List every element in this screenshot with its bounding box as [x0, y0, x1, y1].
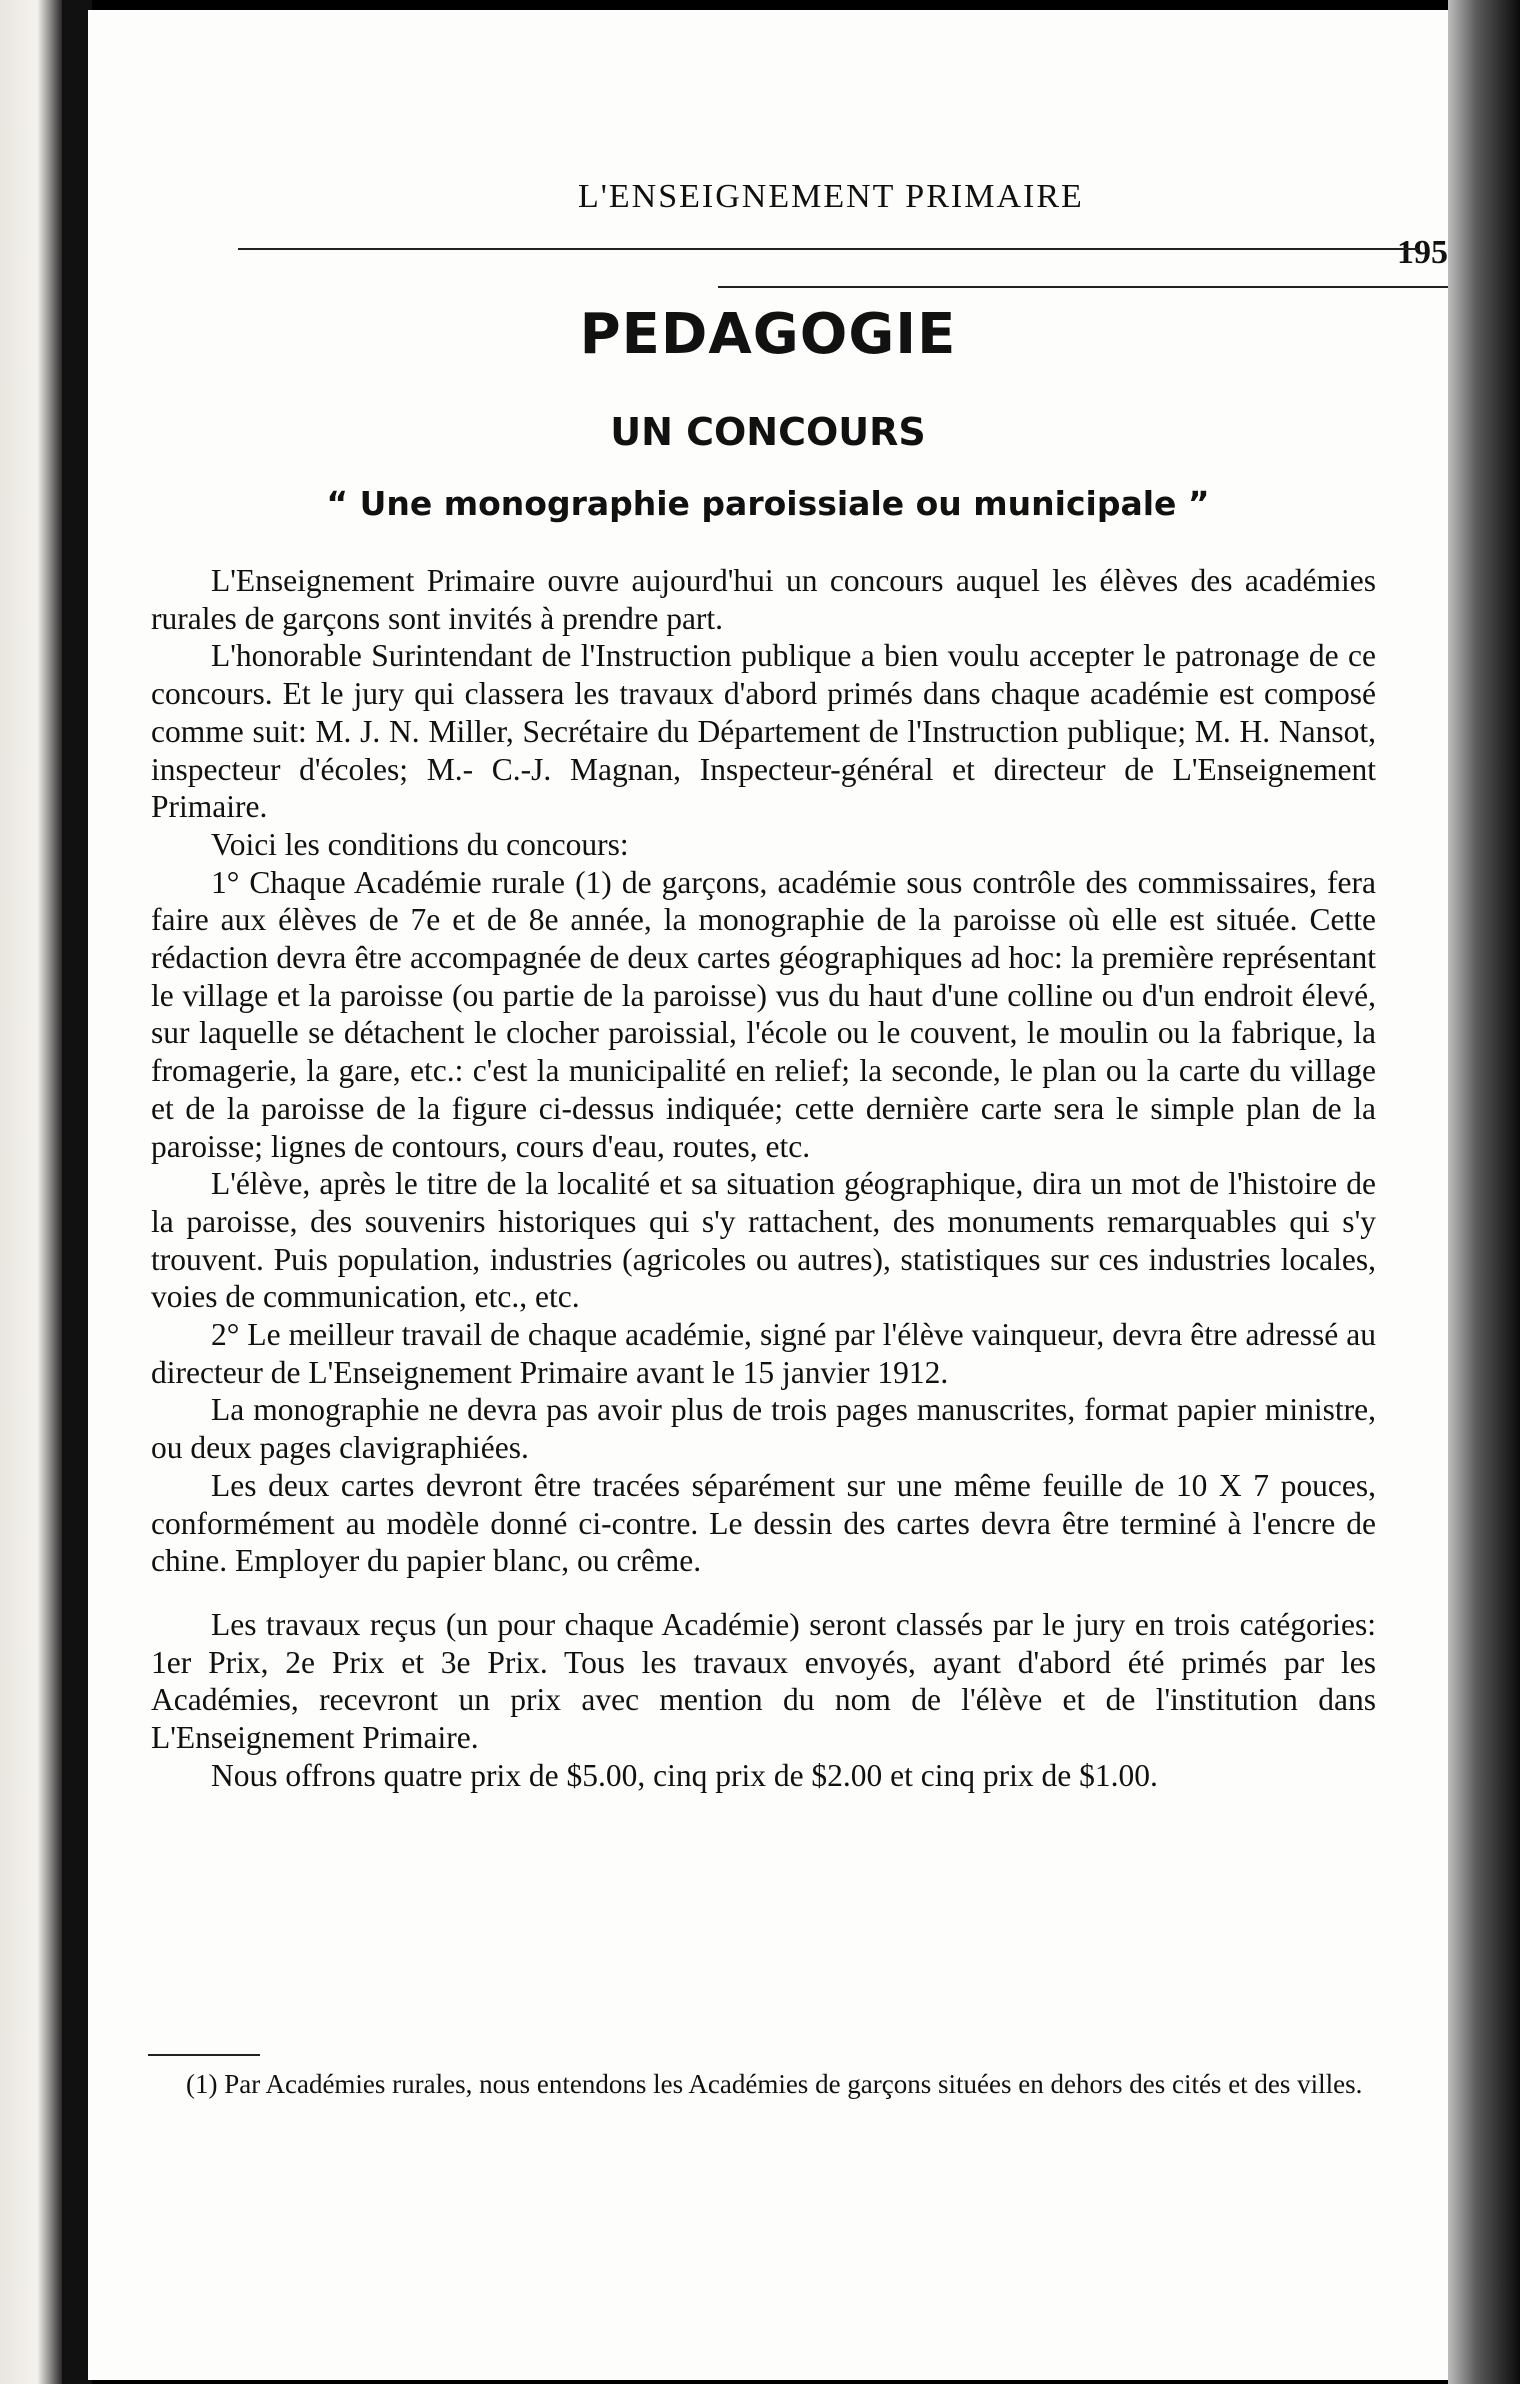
running-head: L'ENSEIGNEMENT PRIMAIRE: [578, 178, 1084, 215]
article-subtitle: “ Une monographie paroissiale ou municipale ”: [326, 484, 1210, 523]
header-rule-secondary: [718, 286, 1448, 288]
header-rule: [238, 248, 1418, 250]
page-number: 195: [1397, 234, 1448, 271]
paragraph: Les deux cartes devront être tracées séparément sur une même feuille de 10 X 7 pouces, conformément au modèle donné ci-contre. Le dessin des cartes devra être terminé à l'encre de chine. Employer du papier blanc, ou crême.: [151, 1467, 1376, 1579]
paragraph: Nous offrons quatre prix de $5.00, cinq prix de $2.00 et cinq prix de $1.00.: [211, 1757, 1158, 1793]
article-title: UN CONCOURS: [610, 410, 926, 454]
paragraph: L'honorable Surintendant de l'Instruction publique a bien voulu accepter le patronage de ce concours. Et le jury qui classera les travaux d'abord primés dans chaque académie est composé comme suit: M. J. N. Miller, Secrétaire du Département de l'Instruction publique; M. H. Nansot, inspecteur d'écoles; M.- C.-J. Magnan, Inspecteur-général et directeur de L'Enseignement Primaire.: [151, 638, 1376, 825]
paragraph: Les travaux reçus (un pour chaque Académie) seront classés par le jury en trois catégories: 1er Prix, 2e Prix et 3e Prix. Tous les travaux envoyés, ayant d'abord été primés par les Académies, recevront un prix avec mention du nom de l'élève et de l'institution dans L'Enseignement Primaire.: [151, 1606, 1376, 1756]
article-body: [151, 562, 1376, 1795]
page-stack-edge: [1448, 0, 1520, 2384]
paragraph: 1° Chaque Académie rurale (1) de garçons, académie sous contrôle des commissaires, fera faire aux élèves de 7e et de 8e année, la monographie de la paroisse où elle est située. Cette rédaction devra être accompagnée de deux cartes géographiques ad hoc: la première représentant le village et la paroisse (ou partie de la paroisse) vus du haut d'une colline ou d'un endroit élevé, sur laquelle se détachent le clocher paroissial, l'école ou le couvent, le moulin ou la fabrique, la fromagerie, la gare, etc.: c'est la municipalité en relief; la seconde, le plan ou la carte du village et de la paroisse de la figure ci-dessus indiquée; cette dernière carte sera le simple plan de la paroisse; lignes de contours, cours d'eau, routes, etc.: [151, 864, 1376, 1164]
paragraph: L'Enseignement Primaire ouvre aujourd'hui un concours auquel les élèves des académies rurales de garçons sont invités à prendre part.: [151, 563, 1376, 636]
footnote: [148, 2068, 1373, 2100]
footnote-rule: [148, 2054, 260, 2056]
paragraph: Voici les conditions du concours:: [211, 826, 629, 862]
paragraph: L'élève, après le titre de la localité et sa situation géographique, dira un mot de l'histoire de la paroisse, des souvenirs historiques qui s'y rattachent, des monuments remarquables qui s'y trouvent. Puis population, industries (agricoles ou autres), statistiques sur ces industries locales, voies de communication, etc., etc.: [151, 1166, 1376, 1315]
paragraph: 2° Le meilleur travail de chaque académie, signé par l'élève vainqueur, devra être adressé au directeur de L'Enseignement Primaire avant le 15 janvier 1912.: [151, 1317, 1376, 1390]
book-page: [88, 10, 1448, 2380]
paragraph: La monographie ne devra pas avoir plus de trois pages manuscrites, format papier ministre, ou deux pages clavigraphiées.: [151, 1392, 1376, 1466]
previous-page-edge: [0, 0, 62, 2384]
footnote-text: (1) Par Académies rurales, nous entendons les Académies de garçons situées en dehors des cités et des villes.: [186, 2069, 1363, 2099]
section-title: PEDAGOGIE: [579, 302, 957, 367]
